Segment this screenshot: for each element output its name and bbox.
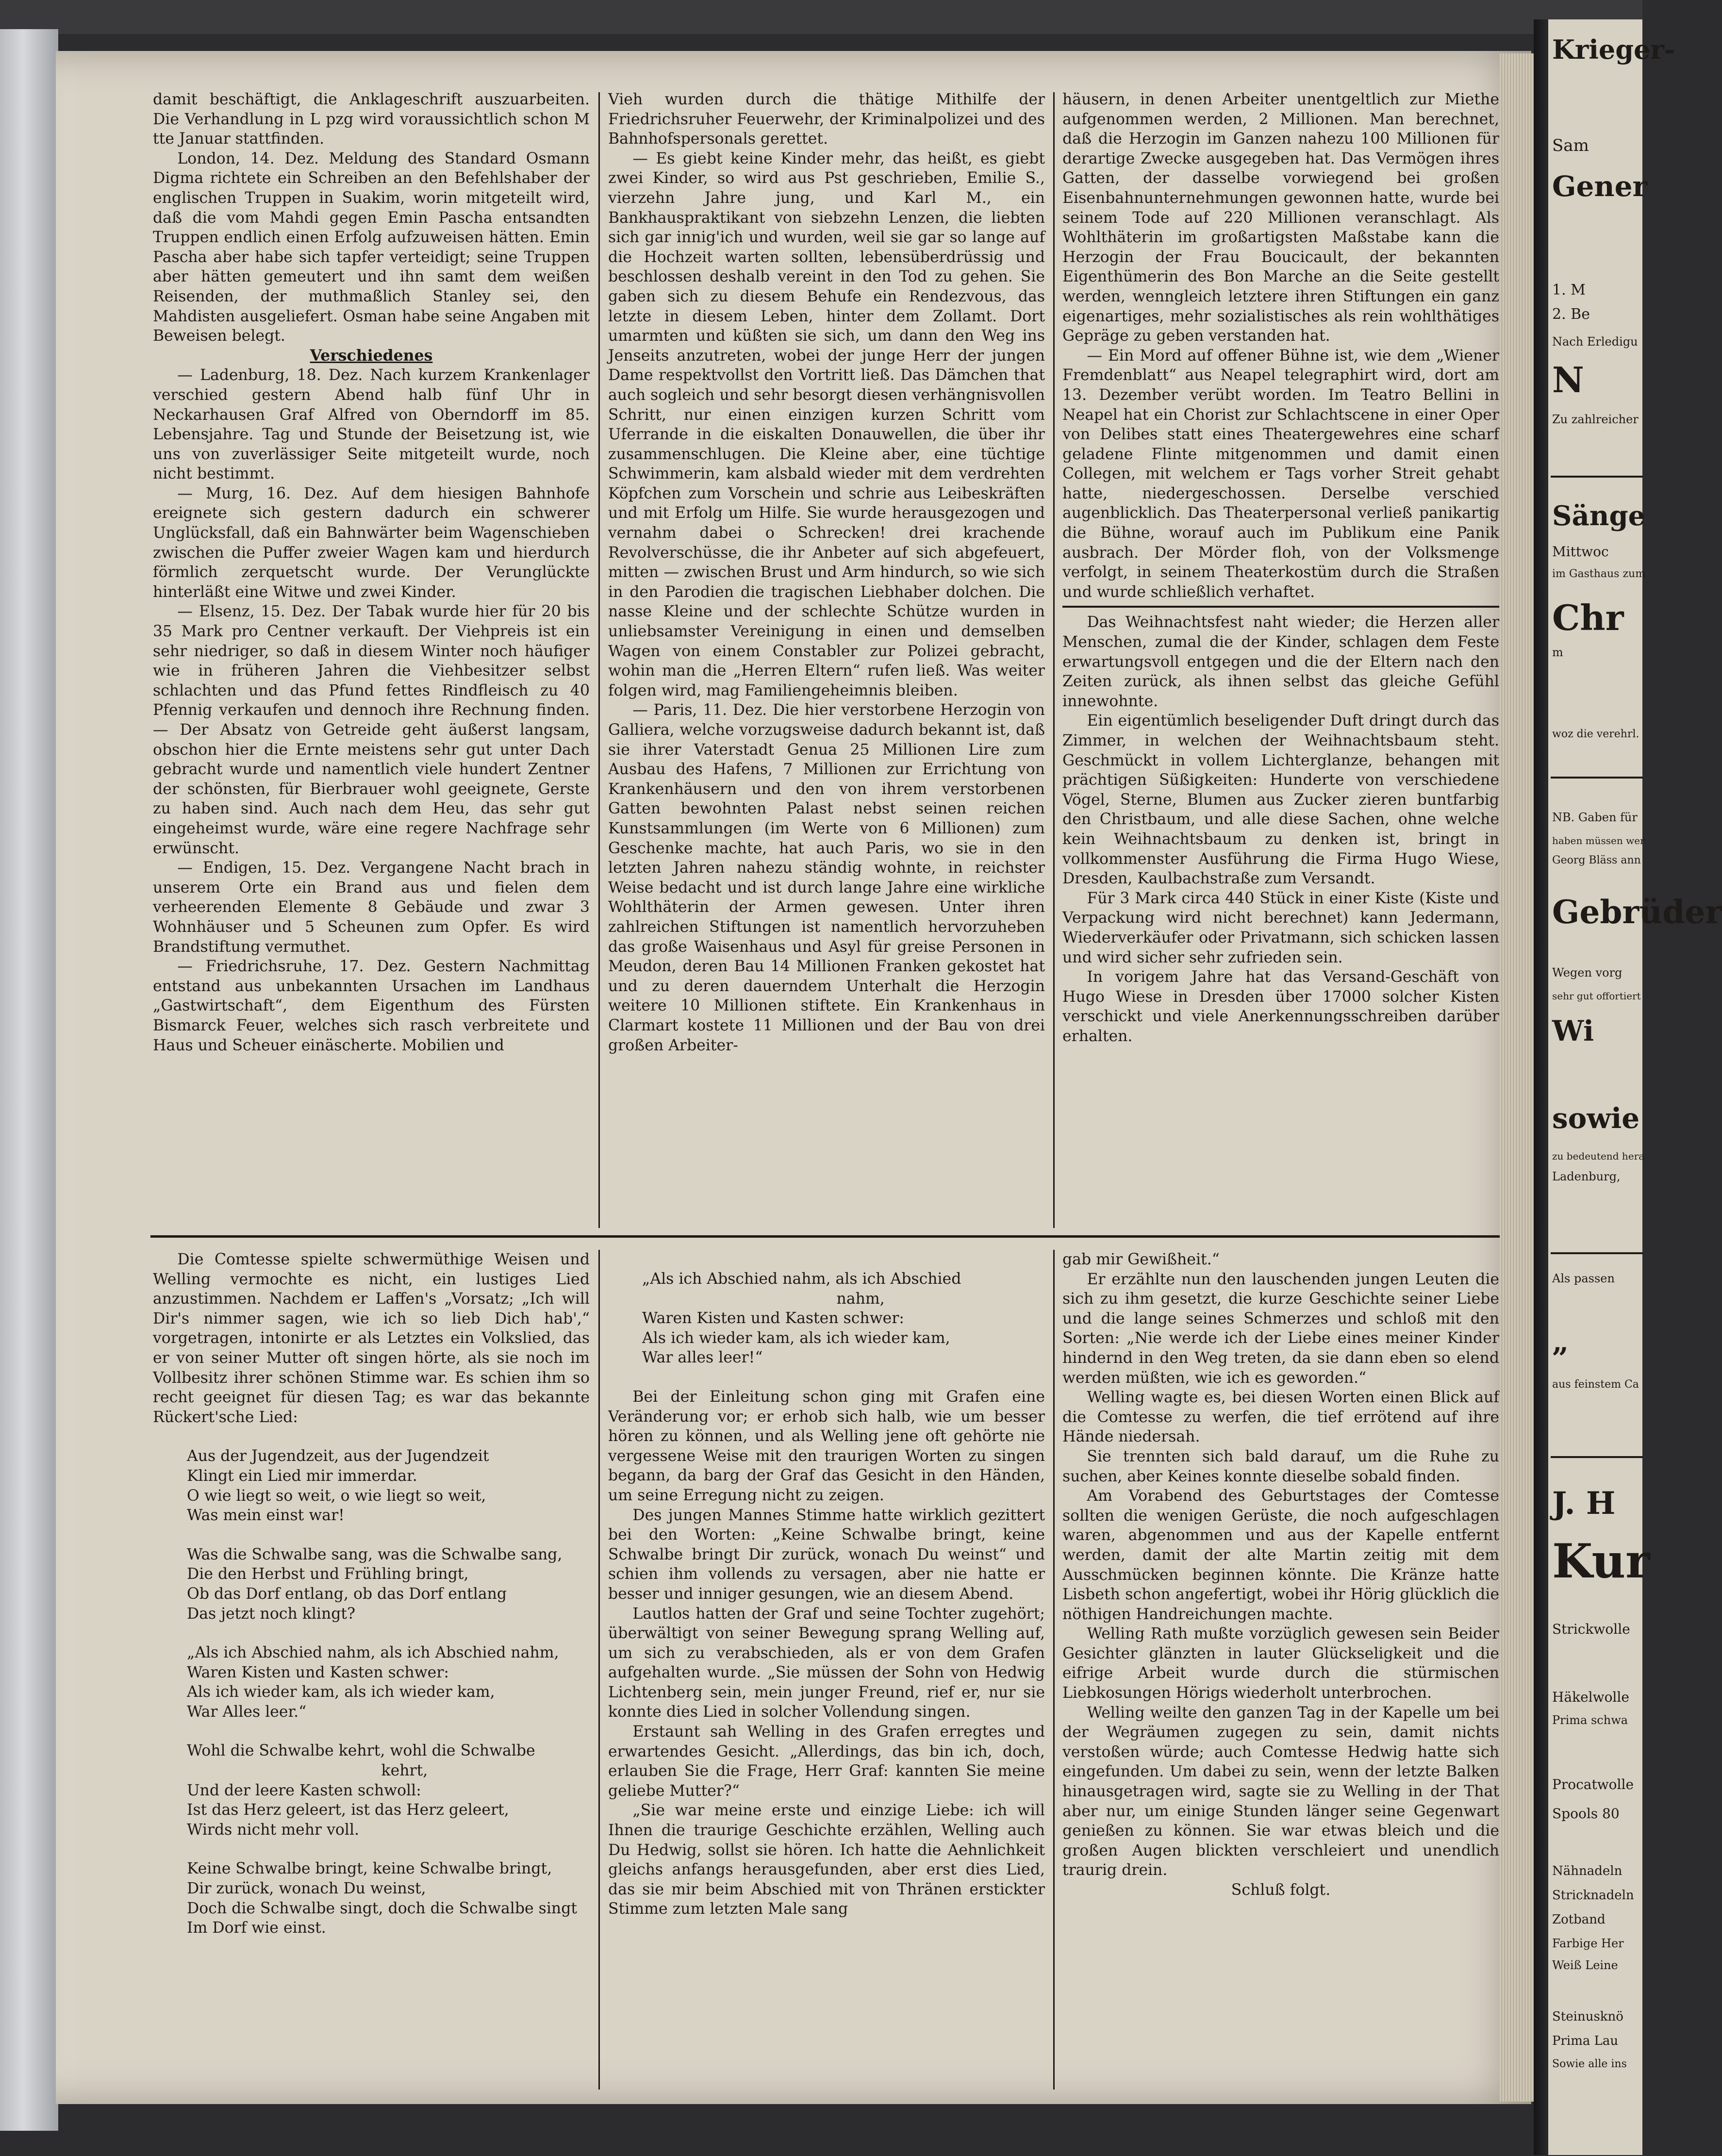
ad-fragment-text: „ xyxy=(1552,1325,1569,1359)
poem-stanza: Wohl die Schwalbe kehrt, wohl die Schwalbe kehrt, Und der leere Kasten schwoll: Ist das Herz geleert, ist das Herz geleert, Wirds nicht mehr voll. xyxy=(187,1742,535,1839)
ad-divider-rule xyxy=(1551,777,1643,779)
bottom-column-2 xyxy=(608,1250,1045,1919)
ad-fragment-text: N xyxy=(1552,359,1584,400)
bottom-column-1 xyxy=(153,1250,590,1957)
ad-fragment-text: woz die verehrl. xyxy=(1552,728,1639,740)
article-paragraph: In vorigem Jahre hat das Versand-Geschäft von Hugo Wiese in Dresden über 17000 solcher Kisten verschickt und viele Anerkennungsschreiben darüber erhalten. xyxy=(1062,968,1499,1045)
article-paragraph: Welling Rath mußte vorzüglich gewesen sein Beider Gesichter glänzten in lauter Glückseligkeit und die eifrige Arbeit wurde durch die stürmischen Liebkosungen Hörigs wiederholt unterbrochen. xyxy=(1062,1625,1499,1702)
ad-fragment-text: Zotband xyxy=(1552,1912,1606,1927)
article-paragraph: Bei der Einleitung schon ging mit Grafen eine Veränderung vor; er erhob sich halb, wie um besser hören zu können, und als Welling jene oft gehörte nie vergessene Weise mit den traurigen Worten zu singen begann, da barg der Graf das Gesicht in den Händen, um seine Erregung nicht zu zeigen. xyxy=(608,1388,1045,1504)
article-paragraph: Er erzählte nun den lauschenden jungen Leuten die sich zu ihm gesetzt, die kurze Geschichte seiner Liebe und die lange seines Schmerzes und schloß mit den Sorten: „Nie werde ich der Liebe eines meiner Kinder hindernd in den Weg treten, da sie dann eben so elend werden müßten, wie ich es geworden.“ xyxy=(1062,1270,1499,1387)
article-paragraph: Vieh wurden durch die thätige Mithilfe der Friedrichsruher Feuerwehr, der Kriminalpolizei und des Bahnhofspersonals gerettet. xyxy=(608,91,1045,148)
ad-fragment-text: Steinusknö xyxy=(1552,2009,1623,2024)
poem-stanza: Aus der Jugendzeit, aus der Jugendzeit Klingt ein Lied mir immerdar. O wie liegt so weit, o wie liegt so weit, Was mein einst war! xyxy=(187,1447,489,1525)
ad-fragment-text: Zu zahlreicher xyxy=(1552,413,1639,426)
ad-fragment-text: Weiß Leine xyxy=(1552,1958,1618,1972)
ad-fragment-text: Nach Erledigu xyxy=(1552,335,1638,348)
article-paragraph: — Paris, 11. Dez. Die hier verstorbene Herzogin von Galliera, welche vorzugsweise dadurch bekannt ist, daß sie ihrer Vaterstadt Genua 25 Millionen Lire zum Ausbau des Hafens, 7 Millionen zur Errichtung von Krankenhäusern und den von ihrem verstorbenen Gatten bewohnten Palast nebst seinen reichen Kunstsammlungen (im Werte von 6 Millionen) zum Geschenke machte, hat auch Paris, wo sie in den letzten Jahren nahezu ständig wohnte, in reichster Weise bedacht und ist durch lange Jahre eine wirkliche Wohlthäterin der Armen gewesen. Unter ihren zahlreichen Stiftungen ist namentlich hervorzuheben das große Waisenhaus und Asyl für greise Personen in Meudon, deren Bau 14 Millionen Franken gekostet hat und zu deren dauerndem Unterhalt die Herzogin weitere 10 Millionen stiftete. Ein Krankenhaus in Clarmart kostete 11 Millionen und der Bau von drei großen Arbeiter- xyxy=(608,701,1045,1054)
page-stack-edge xyxy=(1500,53,1534,2102)
ad-fragment-text: 2. Be xyxy=(1552,306,1590,323)
article-paragraph: Lautlos hatten der Graf und seine Tochter zugehört; überwältigt von seiner Bewegung sprang Welling auf, um sich zu verabschieden, als er von dem Grafen aufgehalten wurde. „Sie müssen der Sohn von Hedwig Lichtenberg sein, mein junger Freund, rief er, nur sie konnte dies Lied in solcher Vollendung singen. xyxy=(608,1605,1045,1721)
article-paragraph: Das Weihnachtsfest naht wieder; die Herzen aller Menschen, zumal die der Kinder, schlagen dem Feste erwartungsvoll entgegen und die der Eltern nach den Zeiten zurück, als ihnen selbst das gleiche Gefühl innewohnte. xyxy=(1062,614,1499,710)
article-paragraph: Welling wagte es, bei diesen Worten einen Blick auf die Comtesse zu werfen, die tief errötend auf ihre Hände niedersah. xyxy=(1062,1389,1499,1446)
book-cover-top xyxy=(0,0,1642,34)
ad-divider-rule xyxy=(1551,1252,1643,1254)
article-paragraph: — Elsenz, 15. Dez. Der Tabak wurde hier für 20 bis 35 Mark pro Centner verkauft. Der Viehpreis ist ein sehr niedriger, so daß in diesem Winter noch häufiger wie in früheren Jahren die Viehbesitzer selbst schlachten und das Pfund fettes Rindfleisch zu 40 Pfennig verkaufen und dennoch ihre Rechnung finden. — Der Absatz von Getreide geht äußerst langsam, obschon hier die Ernte meistens sehr gut unter Dach gebracht wurde und namentlich viele hundert Zentner der schönsten, für Bierbrauer wohl geeignete, Gerste zu haben sind. Auch nach dem Heu, das sehr gut eingeheimst wurde, wäre eine regere Nachfrage sehr erwünscht. xyxy=(153,603,590,857)
ad-fragment-text: Gener xyxy=(1552,170,1648,203)
bottom-column-3 xyxy=(1062,1250,1499,1900)
ad-fragment-text: Krieger- xyxy=(1552,34,1675,65)
article-paragraph: — Murg, 16. Dez. Auf dem hiesigen Bahnhofe ereignete sich gestern dadurch ein schwerer Unglücksfall, daß ein Bahnwärter beim Wagenschieben zwischen die Puffer zweier Wagen kam und hierdurch förmlich zerquetscht wurde. Der Verunglückte hinterläßt eine Witwe und zwei Kinder. xyxy=(153,484,590,601)
ad-fragment-text: Sam xyxy=(1552,136,1589,155)
ad-fragment-text: sowie xyxy=(1552,1102,1640,1135)
article-paragraph: Sie trennten sich bald darauf, um die Ruhe zu suchen, aber Keines konnte dieselbe sobald finden. xyxy=(1062,1447,1499,1485)
article-paragraph: London, 14. Dez. Meldung des Standard Osmann Digma richtete ein Schreiben an den Befehlshaber der englischen Truppen in Suakim, worin mitgeteilt wird, daß die vom Mahdi gegen Emin Pascha entsandten Truppen endlich einen Erfolg aufzuweisen hätten. Emin Pascha aber habe sich tapfer verteidigt; seine Truppen aber hätten gemeutert und ihn samt dem weißen Reisenden, der muthmaßlich Stanley sei, den Mahdisten ausgeliefert. Osman habe seine Angaben mit Beweisen belegt. xyxy=(153,149,590,345)
poem-stanza: Was die Schwalbe sang, was die Schwalbe sang, Die den Herbst und Frühling bringt, Ob das Dorf entlang, ob das Dorf entlang Das jetzt noch klingt? xyxy=(187,1545,563,1623)
article-paragraph: Welling weilte den ganzen Tag in der Kapelle um bei der Wegräumen zugegen zu sein, damit nichts verstoßen würde; auch Comtesse Hedwig hatte sich eingefunden. Um dabei zu sein, wenn der letzte Balken hinausgetragen wird, sagte sie zu Welling in der That aber nur, um einige Stunden länger seine Gegenwart genießen zu können. Sie war etwas bleich und die großen Augen blickten verschleiert und unendlich traurig drein. xyxy=(1062,1704,1499,1879)
continued-note: Schluß folgt. xyxy=(1231,1881,1331,1899)
ad-fragment-text: NB. Gaben für xyxy=(1552,811,1638,824)
poem-stanza: „Als ich Abschied nahm, als ich Abschied nahm, Waren Kisten und Kasten schwer: Als ich wieder kam, als ich wieder kam, War Alles leer.“ xyxy=(187,1644,559,1721)
ad-fragment-text: Häkelwolle xyxy=(1552,1689,1629,1705)
feuilleton-divider-rule xyxy=(150,1235,1509,1238)
ad-fragment-text: 1. M xyxy=(1552,282,1586,299)
ad-fragment-text: Kur xyxy=(1552,1534,1650,1589)
column-divider xyxy=(598,1250,600,2090)
ad-fragment-text: Wi xyxy=(1552,1014,1594,1047)
article-paragraph: — Ladenburg, 18. Dez. Nach kurzem Krankenlager verschied gestern Abend halb fünf Uhr in Neckarhausen Graf Alfred von Oberndorff im 85. Lebensjahre. Tag und Stunde der Beisetzung ist, wie uns von zuverlässiger Seite mitgeteilt wurde, noch nicht bestimmt. xyxy=(153,366,590,483)
ad-fragment-text: Spools 80 xyxy=(1552,1806,1620,1822)
article-paragraph: — Ein Mord auf offener Bühne ist, wie dem „Wiener Fremdenblatt“ aus Neapel telegraphirt wird, dort am 13. Dezember verübt worden. Im Teatro Bellini in Neapel hat ein Chorist zur Schlachtscene in einer Oper von Delibes statt eines Theatergewehres eine scharf geladene Flinte mitgenommen und damit einen Collegen, mit welchem er Tags vorher Streit gehabt hatte, niedergeschossen. Derselbe verschied augenblicklich. Das Theaterpersonal verließ panikartig die Bühne, worauf auch im Publikum eine Panik ausbrach. Der Mörder floh, von der Volksmenge verfolgt, in seinem Theaterkostüm durch die Straßen und wurde schließlich verhaftet. xyxy=(1062,347,1499,601)
ad-fragment-text: im Gasthaus zum xyxy=(1552,568,1646,580)
article-paragraph: Erstaunt sah Welling in des Grafen erregtes und erwartendes Gesicht. „Allerdings, das bin ich, doch, erlauben Sie die Frage, Herr Graf: kannten Sie meine geliebe Mutter?“ xyxy=(608,1723,1045,1800)
column-divider xyxy=(1053,92,1055,1228)
top-column-1 xyxy=(153,90,590,1055)
article-paragraph: gab mir Gewißheit.“ xyxy=(1062,1251,1220,1268)
ad-fragment-text: Farbige Her xyxy=(1552,1937,1624,1950)
top-column-3 xyxy=(1062,90,1499,1046)
ad-fragment-text: Strickwolle xyxy=(1552,1621,1630,1637)
poem-stanza: Keine Schwalbe bringt, keine Schwalbe bringt, Dir zurück, wonach Du weinst, Doch die Schwalbe singt, doch die Schwalbe singt Im Dorf wie einst. xyxy=(187,1860,578,1937)
ad-fragment-text: Als passen xyxy=(1552,1272,1615,1285)
ad-fragment-text: Georg Bläss ann xyxy=(1552,854,1641,866)
ad-fragment-text: Nähnadeln xyxy=(1552,1864,1623,1878)
ad-fragment-text: Wegen vorg xyxy=(1552,966,1623,979)
article-paragraph: Ein eigentümlich beseligender Duft dringt durch das Zimmer, in welchen der Weihnachtsbaum steht. Geschmückt in vollem Lichterglanze, behangen mit prächtigen Süßigkeiten: Hunderte von verschiedene Vögel, Sterne, Blumen aus Zucker zieren buntfarbig den Christbaum, und alle diese Sachen, ohne welche kein Weihnachtsbaum zu denken ist, bringt in vollkommenster Ausführung die Firma Hugo Wiese, Dresden, Kaulbachstraße zum Versandt. xyxy=(1062,712,1499,888)
article-paragraph: — Es giebt keine Kinder mehr, das heißt, es giebt zwei Kinder, so wird aus Pst geschrieben, Emilie S., vierzehn Jahre jung, und Karl M., ein Bankhauspraktikant von siebzehn Lenzen, die liebten sich gar innig'ich und wurden, weil sie gar so lange auf die Hochzeit warten sollten, lebensüberdrüssig und beschlossen deshalb vereint in den Tod zu gehen. Sie gaben sich zu diesem Behufe ein Rendezvous, das letzte in diesem Leben, hinter dem Zollamt. Dort umarmten und küßten sie sich, um dann den Weg ins Jenseits anzutreten, wobei der junge Herr der jungen Dame respektvollst den Vortritt ließ. Das Dämchen that auch sogleich und sehr besorgt diesen verhängnisvollen Schritt, nur einen einzigen kurzen Schritt vom Uferrande in die eiskalten Donauwellen, die über ihr zusammenschlugen. Die Kleine aber, eine tüchtige Schwimmerin, kam alsbald wieder mit dem verdrehten Köpfchen zum Vorschein und schrie aus Leibeskräften und mit Erfolg um Hilfe. Sie wurde herausgezogen und vernahm dabei o Schrecken! drei krachende Revolverschüsse, die ihr Anbeter auf sich abgefeuert, mitten — zwischen Brust und Arm hindurch, so wie sich in den Parodien die tragischen Liebhaber dolchen. Die nasse Kleine und der schlechte Schütze wurden in unliebsamster Vereinigung in einen und demselben Wagen von einem Constabler zur Polizei gebracht, wohin man die „Herren Eltern“ rufen ließ. Was weiter folgen wird, mag Familiengeheimnis bleiben. xyxy=(608,149,1045,699)
article-paragraph: „Sie war meine erste und einzige Liebe: ich will Ihnen die traurige Geschichte erzählen, Welling auch Du Hedwig, sollst sie hören. Ich hatte die Aehnlichkeit gleichs anfangs herausgefunden, aber erst dies Lied, das sie mir beim Abschied mit von Thränen erstickter Stimme zum letzten Male sang xyxy=(608,1802,1045,1918)
ad-fragment-text: Ladenburg, xyxy=(1552,1170,1621,1183)
article-paragraph: Für 3 Mark circa 440 Stück in einer Kiste (Kiste und Verpackung wird nicht berechnet) kann Jedermann, Wiederverkäufer oder Privatmann, sich schicken lassen und wird sicher sehr zufrieden sein. xyxy=(1062,889,1499,966)
newspaper-page xyxy=(56,51,1531,2104)
ad-fragment-text: Prima schwa xyxy=(1552,1713,1628,1727)
top-column-2 xyxy=(608,90,1045,1055)
ad-fragment-text: Mittwoc xyxy=(1552,544,1609,560)
ad-fragment-text: J. H xyxy=(1552,1485,1616,1522)
ad-fragment-text: zu bedeutend hera xyxy=(1552,1150,1645,1162)
ad-fragment-text: Procatwolle xyxy=(1552,1776,1634,1792)
ad-fragment-text: Prima Lau xyxy=(1552,2034,1619,2048)
article-paragraph: damit beschäftigt, die Anklageschrift auszuarbeiten. Die Verhandlung in L pzg wird voraussichtlich schon M tte Januar stattfinden. xyxy=(153,91,590,148)
ad-fragment-text: Chr xyxy=(1552,597,1624,638)
facing-page-advertisements xyxy=(1548,19,1722,2155)
article-paragraph: häusern, in denen Arbeiter unentgeltlich zur Miethe aufgenommen werden, 2 Millionen. Man berechnet, daß die Herzogin im Ganzen nahezu 100 Millionen für derartige Zwecke ausgegeben hat. Das Vermögen ihres Gatten, der dasselbe vorwiegend bei großen Eisenbahnunternehmungen gewonnen hatte, wurde bei seinem Tode auf 220 Millionen veranschlagt. Als Wohlthäterin im großartigsten Maßstabe kann die Herzogin der Frau Boucicault, der bekannten Eigenthümerin des Bon Marche an die Seite gestellt werden, wenngleich letztere ihren Stiftungen ein ganz eigenartiges, mehr sozialistisches als rein wohlthätiges Gepräge zu geben verstanden hat. xyxy=(1062,91,1499,345)
ad-fragment-text: haben müssen wer xyxy=(1552,835,1645,846)
article-paragraph: — Endigen, 15. Dez. Vergangene Nacht brach in unserem Orte ein Brand aus und fielen dem verheerenden Elemente 8 Gebäude und zwar 3 Wohnhäuser und 5 Scheunen zum Opfer. Es wird Brandstiftung vermuthet. xyxy=(153,859,590,956)
column-divider xyxy=(598,92,600,1228)
article-paragraph: Am Vorabend des Geburtstages der Comtesse sollten die wenigen Gerüste, die noch aufgeschlagen waren, abgenommen und aus der Kapelle entfernt werden, damit der alte Martin zeitig mit dem Ausschmücken beginnen könnte. Die Kränze hatte Lisbeth schon angefertigt, wobei ihr Hörig glücklich die nöthigen Handreichungen machte. xyxy=(1062,1487,1499,1623)
ad-fragment-text: Sänge xyxy=(1552,500,1646,532)
book-spine-edge xyxy=(0,29,58,2131)
poem-stanza: „Als ich Abschied nahm, als ich Abschied nahm, Waren Kisten und Kasten schwer: Als ich wieder kam, als ich wieder kam, War alles leer!“ xyxy=(642,1270,961,1367)
ad-fragment-text: Stricknadeln xyxy=(1552,1888,1634,1903)
article-paragraph: — Friedrichsruhe, 17. Dez. Gestern Nachmittag entstand aus unbekannten Ursachen im Landhaus „Gastwirtschaft“, dem Eigenthum des Fürsten Bismarck Feuer, welches sich rasch verbreitete und Haus und Scheuer einäscherte. Mobilien und xyxy=(153,958,590,1054)
ad-fragment-text: aus feinstem Ca xyxy=(1552,1378,1639,1391)
ad-divider-rule xyxy=(1551,1456,1643,1458)
ad-fragment-text: Sowie alle ins xyxy=(1552,2058,1627,2070)
book-gutter xyxy=(1534,19,1548,2155)
ad-fragment-text: Gebrüder xyxy=(1552,893,1722,931)
section-rule xyxy=(1062,606,1499,608)
article-paragraph: Die Comtesse spielte schwermüthige Weisen und Welling vermochte es nicht, ein lustiges Lied anzustimmen. Nachdem er Laffen's „Vorsatz; „Ich will Dir's nimmer sagen, wie ich so lieb Dich hab',“ vorgetragen, intonirte er als Letztes ein Volkslied, das er von seiner Mutter oft singen hörte, als sie noch im Vollbesitz ihrer schönen Stimme war. Es schien ihm so recht geeignet für diesen Tag; es war das bekannte Rückert'sche Lied: xyxy=(153,1251,590,1426)
ad-divider-rule xyxy=(1551,476,1643,478)
ad-fragment-text: sehr gut offortiert xyxy=(1552,990,1641,1002)
ad-fragment-text: m xyxy=(1552,646,1563,659)
section-heading: Verschiedenes xyxy=(310,346,433,365)
article-paragraph: Des jungen Mannes Stimme hatte wirklich gezittert bei den Worten: „Keine Schwalbe bringt, keine Schwalbe bringt Dir zurück, wonach Du weinst“ und schien ihm vollends zu versagen, aber nie hatte er besser und inniger gesungen, wie an diesem Abend. xyxy=(608,1506,1045,1603)
column-divider xyxy=(1053,1250,1055,2090)
